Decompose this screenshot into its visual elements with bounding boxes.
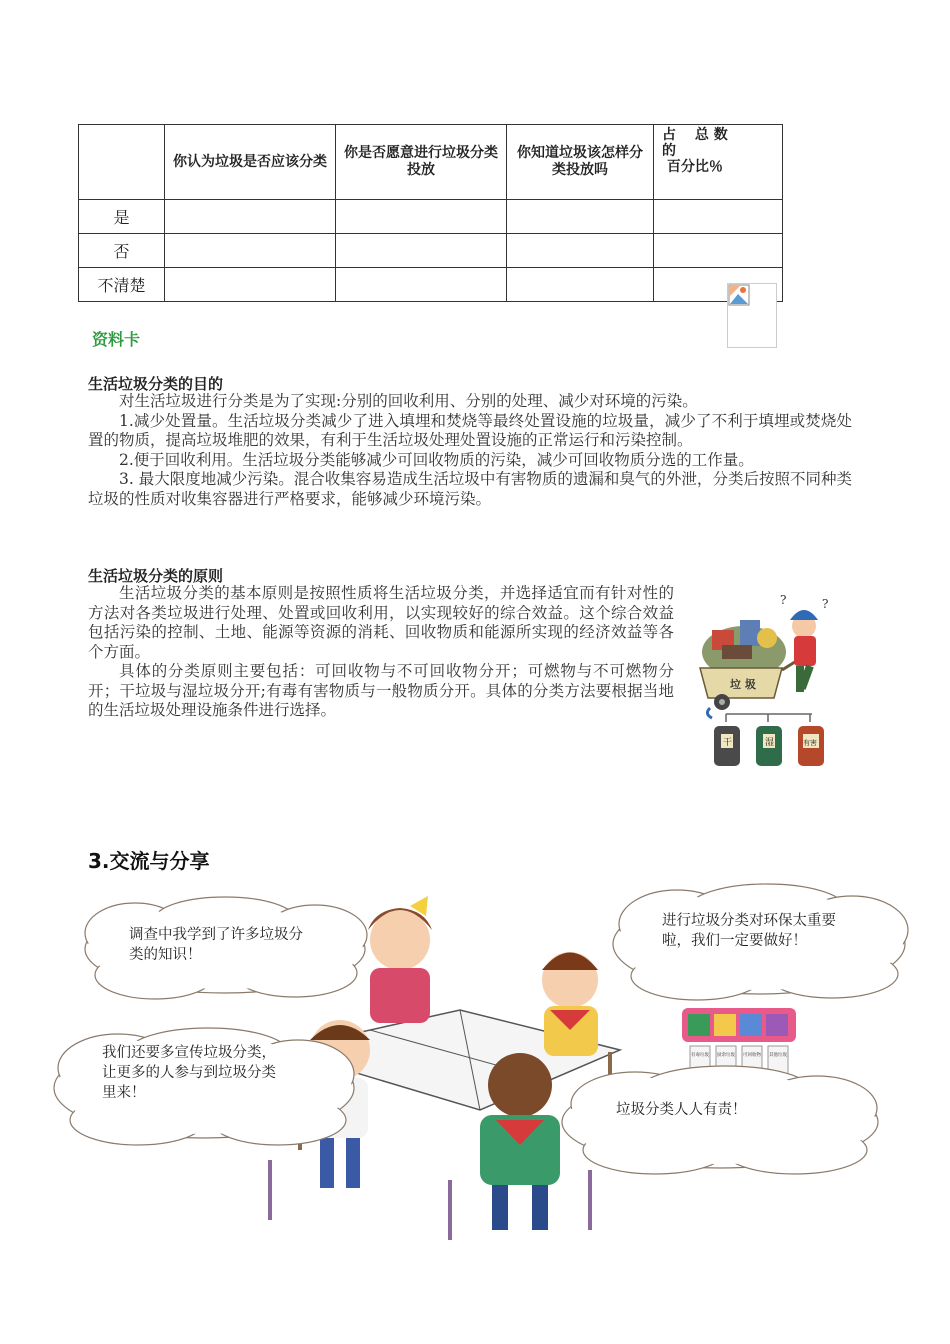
svg-text:?: ? bbox=[780, 593, 787, 607]
bin-label-wet: 湿 bbox=[765, 738, 775, 748]
purpose-paragraph: 2.便于回收利用。生活垃圾分类能够减少可回收物质的污染，减少可回收物质分选的工作量。 bbox=[119, 450, 754, 469]
share-section-title: 3.交流与分享 bbox=[88, 849, 210, 873]
table-cell[interactable] bbox=[507, 200, 654, 234]
speech-bubble-text-2: 进行垃圾分类对环保太重要啦，我们一定要做好！ bbox=[662, 913, 836, 949]
table-cell[interactable] bbox=[165, 200, 336, 234]
purpose-heading: 生活垃圾分类的目的 bbox=[88, 375, 224, 393]
table-header-willing-classify: 你是否愿意进行垃圾分类投放 bbox=[336, 125, 507, 200]
broken-image-icon bbox=[727, 283, 777, 348]
table-row bbox=[79, 268, 783, 302]
purpose-paragraph: 3. 最大限度地减少污染。混合收集容易造成生活垃圾中有害物质的遗漏和臭气的外泄，分类后按照不同种类垃圾的性质对收集容器进行严格要求，能够减少环境污染。 bbox=[88, 470, 852, 508]
purpose-text bbox=[88, 392, 852, 509]
table-header-row bbox=[79, 125, 783, 200]
speech-bubble-text-4: 垃圾分类人人有责！ bbox=[616, 1102, 747, 1118]
table-cell[interactable] bbox=[654, 200, 783, 234]
cart-label: 垃 圾 bbox=[730, 678, 756, 691]
bin-label-hazard: 有害 bbox=[803, 739, 817, 747]
sign-label: 可回收物 bbox=[743, 1053, 761, 1058]
table-cell[interactable] bbox=[336, 268, 507, 302]
garbage-cart-illustration bbox=[692, 590, 842, 775]
purpose-paragraph: 对生活垃圾进行分类是为了实现:分别的回收利用、分别的处理、减少对环境的污染。 bbox=[119, 392, 698, 410]
row-label-unsure: 不清楚 bbox=[79, 268, 165, 302]
table-cell[interactable] bbox=[336, 234, 507, 268]
row-label-no: 否 bbox=[79, 234, 165, 268]
speech-bubble-text-3: 我们还要多宣传垃圾分类，让更多的人参与到垃圾分类里来！ bbox=[102, 1045, 276, 1101]
table-header-corner bbox=[79, 125, 165, 200]
table-cell[interactable] bbox=[165, 268, 336, 302]
table-header-know-how: 你知道垃圾该怎样分类投放吗 bbox=[507, 125, 654, 200]
table-cell[interactable] bbox=[507, 234, 654, 268]
pct-line-1: 占 总 数 bbox=[662, 127, 728, 143]
table-cell[interactable] bbox=[654, 234, 783, 268]
principle-text bbox=[88, 584, 674, 721]
table-header-percentage bbox=[654, 125, 783, 200]
speech-bubble-text-1: 调查中我学到了许多垃圾分类的知识！ bbox=[129, 927, 303, 963]
pct-line-3: 百分比％ bbox=[662, 159, 723, 175]
table-cell[interactable] bbox=[507, 268, 654, 302]
row-label-yes: 是 bbox=[79, 200, 165, 234]
table-row bbox=[79, 200, 783, 234]
table-header-should-classify: 你认为垃圾是否应该分类 bbox=[165, 125, 336, 200]
sign-label: 厨余垃圾 bbox=[717, 1053, 735, 1058]
info-card-title: 资料卡 bbox=[92, 330, 141, 349]
principle-paragraph: 生活垃圾分类的基本原则是按照性质将生活垃圾分类，并选择适宜而有针对性的方法对各类垃圾进行处理、处置或回收利用，以实现较好的综合效益。这个综合效益包括污染的控制、土地、能源等资源的消耗、回收物质和能源所实现的经济效益等各个方面。 bbox=[88, 584, 674, 661]
survey-table bbox=[78, 124, 783, 302]
svg-text:?: ? bbox=[822, 597, 829, 611]
principle-paragraph: 具体的分类原则主要包括：可回收物与不可回收物分开；可燃物与不可燃物分开；干垃圾与湿垃圾分开;有毒有害物质与一般物质分开。具体的分类方法要根据当地的生活垃圾处理设施条件进行选择。 bbox=[88, 662, 674, 719]
pct-line-2: 的 bbox=[662, 143, 676, 159]
sign-label: 其他垃圾 bbox=[769, 1053, 787, 1058]
purpose-paragraph: 1.减少处置量。生活垃圾分类减少了进入填埋和焚烧等最终处置设施的垃圾量，减少了不利于填埋或焚烧处置的物质，提高垃圾堆肥的效果，有利于生活垃圾处理处置设施的正常运行和污染控制。 bbox=[88, 411, 852, 449]
speech-bubble-cloud bbox=[555, 1062, 885, 1180]
bin-label-dry: 干 bbox=[723, 738, 733, 748]
sign-label: 有毒垃圾 bbox=[691, 1053, 709, 1058]
table-row bbox=[79, 234, 783, 268]
principle-heading: 生活垃圾分类的原则 bbox=[88, 567, 224, 585]
table-cell[interactable] bbox=[336, 200, 507, 234]
table-cell[interactable] bbox=[165, 234, 336, 268]
